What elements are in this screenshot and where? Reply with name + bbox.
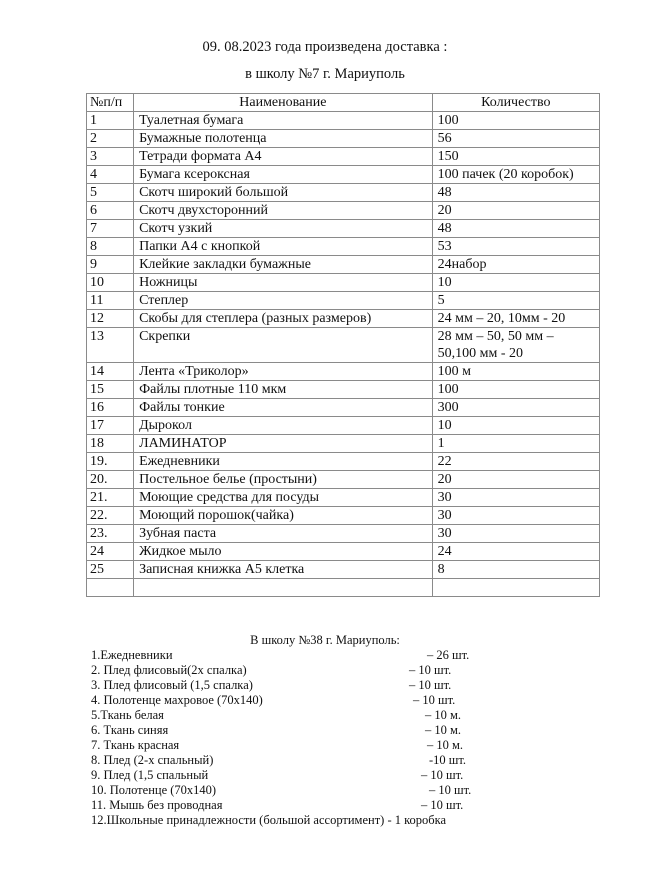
list-item-quantity: -10 шт. (429, 753, 467, 767)
list-item-name: 8. Плед (2-х спальный) (91, 753, 214, 767)
cell-number: 24 (87, 543, 134, 561)
table-header-row (87, 94, 600, 112)
cell-quantity: 10 (432, 417, 599, 435)
table-body (87, 112, 600, 597)
cell-number: 8 (87, 238, 134, 256)
list-item (91, 693, 511, 708)
cell-number: 25 (87, 561, 134, 579)
cell-name: Скрепки (134, 328, 433, 363)
cell-number: 15 (87, 381, 134, 399)
cell-name (134, 579, 433, 597)
table-row (87, 238, 600, 256)
cell-name: Зубная паста (134, 525, 433, 543)
cell-number: 20. (87, 471, 134, 489)
cell-quantity: 100 м (432, 363, 599, 381)
cell-name: Туалетная бумага (134, 112, 433, 130)
list-item-name: 4. Полотенце махровое (70х140) (91, 693, 263, 707)
cell-quantity: 28 мм – 50, 50 мм – 50,100 мм - 20 (432, 328, 599, 363)
school-7-heading: в школу №7 г. Мариуполь (245, 66, 405, 82)
table-row (87, 507, 600, 525)
list-item-name: 1.Ежедневники (91, 648, 173, 662)
cell-number: 14 (87, 363, 134, 381)
table-row (87, 561, 600, 579)
cell-number: 21. (87, 489, 134, 507)
cell-number: 17 (87, 417, 134, 435)
cell-name: Тетради формата А4 (134, 148, 433, 166)
cell-number: 16 (87, 399, 134, 417)
cell-name: Записная книжка А5 клетка (134, 561, 433, 579)
cell-name: Папки А4 с кнопкой (134, 238, 433, 256)
cell-number: 3 (87, 148, 134, 166)
list-item-name: 2. Плед флисовый(2х спалка) (91, 663, 247, 677)
table-row (87, 328, 600, 363)
table-row (87, 363, 600, 381)
cell-quantity: 150 (432, 148, 599, 166)
table-row (87, 399, 600, 417)
list-item-name: 6. Ткань синяя (91, 723, 169, 737)
table-row (87, 310, 600, 328)
column-header-name: Наименование (134, 94, 433, 112)
table-row (87, 256, 600, 274)
column-header-quantity: Количество (432, 94, 599, 112)
cell-number: 9 (87, 256, 134, 274)
cell-quantity: 48 (432, 184, 599, 202)
cell-name: Бумажные полотенца (134, 130, 433, 148)
cell-quantity: 100 (432, 112, 599, 130)
cell-name: Бумага ксероксная (134, 166, 433, 184)
list-item (91, 678, 511, 693)
cell-quantity: 56 (432, 130, 599, 148)
list-item (91, 798, 511, 813)
cell-number: 13 (87, 328, 134, 363)
list-item-name: 7. Ткань красная (91, 738, 180, 752)
cell-name: ЛАМИНАТОР (134, 435, 433, 453)
list-item-quantity: – 10 м. (427, 738, 464, 752)
cell-name: Жидкое мыло (134, 543, 433, 561)
list-item-quantity: – 10 м. (425, 708, 462, 722)
table-row (87, 525, 600, 543)
list-item (91, 753, 511, 768)
cell-name: Дырокол (134, 417, 433, 435)
list-item-name: 10. Полотенце (70х140) (91, 783, 217, 797)
list-item-quantity: – 10 шт. (409, 678, 452, 692)
cell-quantity: 22 (432, 453, 599, 471)
cell-quantity: 24 мм – 20, 10мм - 20 (432, 310, 599, 328)
cell-number: 4 (87, 166, 134, 184)
cell-quantity: 30 (432, 489, 599, 507)
list-item (91, 723, 511, 738)
list-item (91, 813, 511, 828)
cell-number: 12 (87, 310, 134, 328)
table-row (87, 202, 600, 220)
delivery-table (86, 93, 600, 597)
cell-name: Файлы тонкие (134, 399, 433, 417)
cell-quantity: 100 пачек (20 коробок) (432, 166, 599, 184)
cell-quantity (432, 579, 599, 597)
cell-number: 18 (87, 435, 134, 453)
delivery-heading: 09. 08.2023 года произведена доставка : (202, 39, 448, 55)
cell-quantity: 20 (432, 471, 599, 489)
cell-quantity: 30 (432, 525, 599, 543)
list-item (91, 783, 511, 798)
cell-name: Ножницы (134, 274, 433, 292)
table-row (87, 292, 600, 310)
table-row (87, 453, 600, 471)
cell-quantity: 20 (432, 202, 599, 220)
list-item-name: 3. Плед флисовый (1,5 спалка) (91, 678, 253, 692)
list-item-quantity: – 10 шт. (413, 693, 456, 707)
table-row (87, 543, 600, 561)
cell-number: 1 (87, 112, 134, 130)
table-row (87, 274, 600, 292)
cell-number: 19. (87, 453, 134, 471)
cell-quantity: 300 (432, 399, 599, 417)
cell-number: 10 (87, 274, 134, 292)
cell-name: Лента «Триколор» (134, 363, 433, 381)
cell-name: Степлер (134, 292, 433, 310)
table-row (87, 471, 600, 489)
cell-name: Клейкие закладки бумажные (134, 256, 433, 274)
cell-number: 23. (87, 525, 134, 543)
table-row (87, 220, 600, 238)
cell-name: Ежедневники (134, 453, 433, 471)
cell-name: Постельное белье (простыни) (134, 471, 433, 489)
table-row (87, 417, 600, 435)
school-38-list (91, 648, 511, 828)
cell-number: 22. (87, 507, 134, 525)
cell-name: Скотч узкий (134, 220, 433, 238)
table-row (87, 148, 600, 166)
column-header-number: №п/п (87, 94, 134, 112)
cell-quantity: 53 (432, 238, 599, 256)
list-item (91, 708, 511, 723)
list-item-name: 11. Мышь без проводная (91, 798, 223, 812)
cell-quantity: 30 (432, 507, 599, 525)
list-item-quantity: – 10 шт. (409, 663, 452, 677)
list-item-quantity: – 10 шт. (421, 798, 464, 812)
table-row (87, 130, 600, 148)
list-item-name: 9. Плед (1,5 спальный (91, 768, 209, 782)
list-item (91, 738, 511, 753)
cell-number: 2 (87, 130, 134, 148)
list-item-quantity: – 26 шт. (427, 648, 470, 662)
list-item-quantity: – 10 шт. (429, 783, 472, 797)
list-item (91, 648, 511, 663)
list-item-quantity: – 10 м. (425, 723, 462, 737)
cell-name: Файлы плотные 110 мкм (134, 381, 433, 399)
table-row (87, 184, 600, 202)
cell-number: 5 (87, 184, 134, 202)
cell-quantity: 48 (432, 220, 599, 238)
table-row (87, 166, 600, 184)
cell-name: Скобы для степлера (разных размеров) (134, 310, 433, 328)
cell-name: Скотч двухсторонний (134, 202, 433, 220)
table-row (87, 579, 600, 597)
cell-quantity: 100 (432, 381, 599, 399)
cell-quantity: 1 (432, 435, 599, 453)
cell-name: Моющий порошок(чайка) (134, 507, 433, 525)
cell-number: 11 (87, 292, 134, 310)
table-row (87, 381, 600, 399)
cell-quantity: 5 (432, 292, 599, 310)
school-38-heading: В школу №38 г. Мариуполь: (250, 633, 400, 647)
cell-quantity: 24 (432, 543, 599, 561)
cell-quantity: 8 (432, 561, 599, 579)
cell-name: Моющие средства для посуды (134, 489, 433, 507)
cell-quantity: 10 (432, 274, 599, 292)
table-row (87, 489, 600, 507)
list-item-name: 12.Школьные принадлежности (большой ассортимент) - 1 коробка (91, 813, 447, 827)
cell-number (87, 579, 134, 597)
cell-quantity: 24набор (432, 256, 599, 274)
list-item (91, 663, 511, 678)
table-row (87, 112, 600, 130)
cell-name: Скотч широкий большой (134, 184, 433, 202)
cell-number: 6 (87, 202, 134, 220)
list-item (91, 768, 511, 783)
table-row (87, 435, 600, 453)
list-item-quantity: – 10 шт. (421, 768, 464, 782)
list-item-name: 5.Ткань белая (91, 708, 164, 722)
cell-number: 7 (87, 220, 134, 238)
